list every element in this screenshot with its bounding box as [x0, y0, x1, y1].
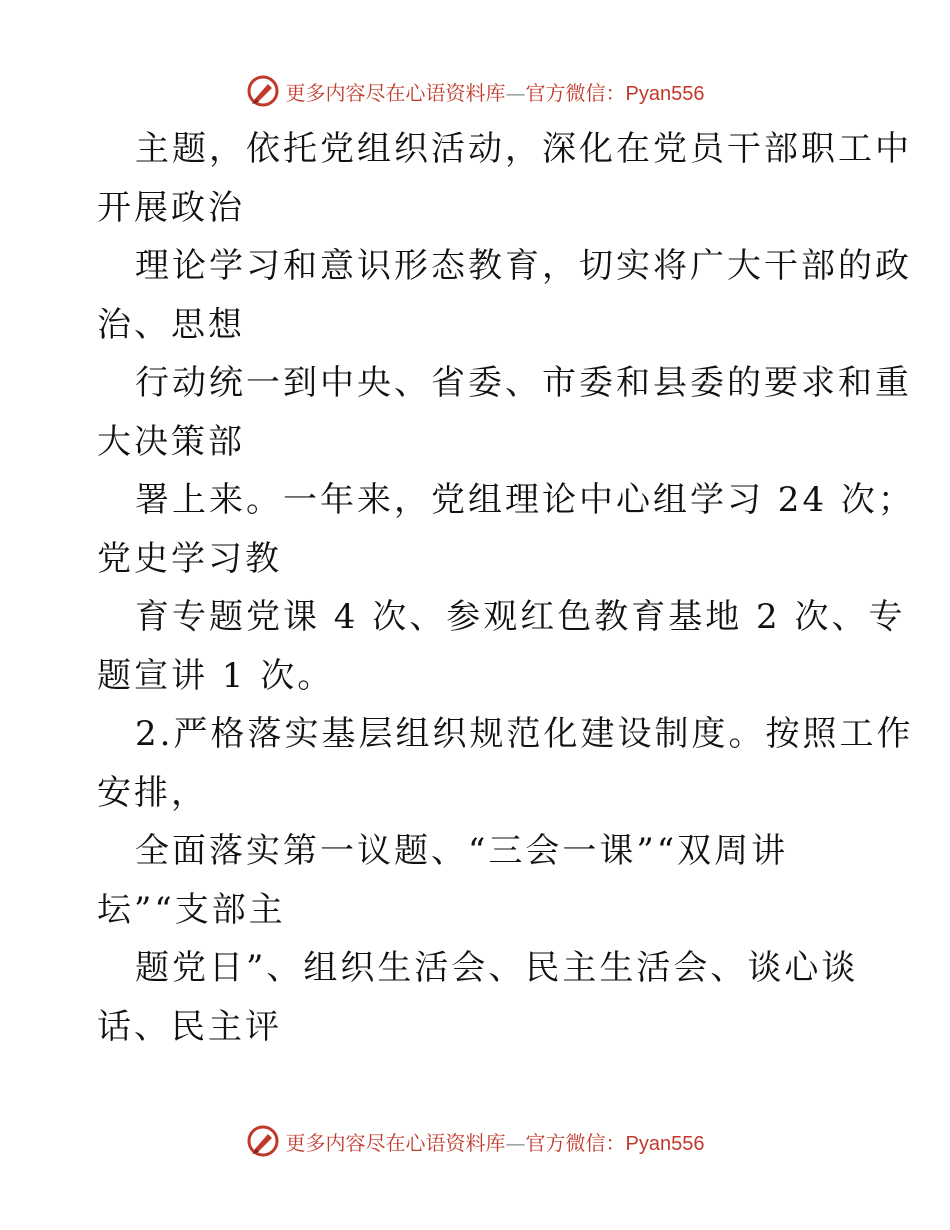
- footer-banner: [0, 1121, 950, 1161]
- text-line: 2.严格落实基层组织规范化建设制度。按照工作: [135, 714, 914, 754]
- banner-separator: —: [505, 80, 526, 105]
- banner-text: [286, 77, 705, 106]
- footer-banner-content: [246, 1124, 705, 1158]
- text-line: 署上来。一年来，党组理论中心组学习 24 次；: [135, 480, 915, 520]
- text-line: 大决策部: [97, 421, 245, 462]
- text-line: 题党日”、组织生活会、民主生活会、谈心谈: [135, 948, 859, 988]
- text-line: 理论学习和意识形态教育，切实将广大干部的政: [135, 246, 912, 286]
- header-banner-content: [246, 74, 705, 108]
- banner-contact-text: 官方微信：Pyan556: [525, 1132, 705, 1155]
- text-line: 题宣讲 1 次。: [97, 655, 335, 696]
- pen-circle-logo-icon: [246, 74, 280, 108]
- banner-separator: —: [505, 1130, 526, 1155]
- header-banner: [0, 71, 950, 111]
- text-line: 全面落实第一议题、“三会一课”“双周讲: [135, 831, 789, 871]
- banner-contact-text: 官方微信：Pyan556: [525, 82, 705, 105]
- banner-brand-text: 更多内容尽在心语资料库: [285, 80, 506, 105]
- text-line: 主题，依托党组织活动，深化在党员干部职工中: [135, 129, 912, 169]
- text-line: 坛”“支部主: [97, 889, 286, 930]
- banner-text: [286, 1127, 705, 1156]
- text-line: 治、思想: [97, 304, 245, 345]
- pen-circle-logo-icon: [246, 1124, 280, 1158]
- text-line: 话、民主评: [97, 1006, 282, 1047]
- text-line: 行动统一到中央、省委、市委和县委的要求和重: [135, 363, 912, 403]
- text-line: 党史学习教: [97, 538, 282, 579]
- document-body: [97, 120, 915, 1056]
- text-line: 开展政治: [97, 187, 245, 228]
- banner-brand-text: 更多内容尽在心语资料库: [285, 1130, 506, 1155]
- text-line: 安排，: [97, 772, 208, 813]
- text-line: 育专题党课 4 次、参观红色教育基地 2 次、专: [135, 597, 906, 637]
